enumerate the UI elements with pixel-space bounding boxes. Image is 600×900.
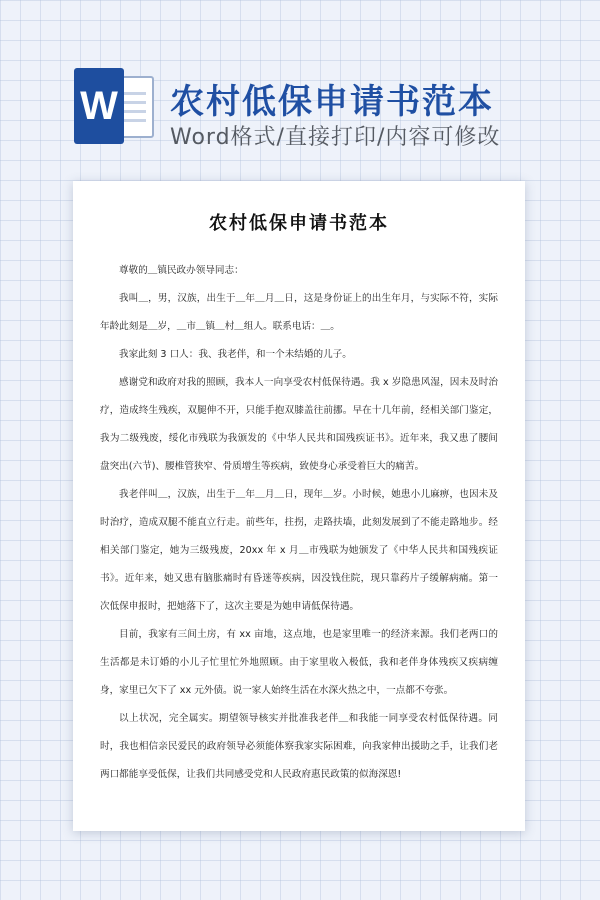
paragraph-5: 目前，我家有三间土房，有 xx 亩地，这点地，也是家里唯一的经济来源。我们老两口的生活都是未订婚的小儿子忙里忙外地照顾。由于家里收入极低，我和老伴身体残疾又疾病缠身，家里已欠下了 xx 元外债。说一家人始终生活在水深火热之中，一点都不夸张。 <box>100 629 498 696</box>
document-title: 农村低保申请书范本 <box>209 213 389 234</box>
word-logo-badge: W <box>74 68 124 144</box>
paragraph-6: 以上状况，完全属实。期望领导核实并批准我老伴＿和我能一同享受农村低保待遇。同时，我也相信亲民爱民的政府领导必须能体察我家实际困难，向我家伸出援助之手，让我们老两口都能享受低保，让我们共同感受党和人民政府惠民政策的似海深恩! <box>100 713 498 780</box>
paragraph-4: 我老伴叫＿，汉族，出生于＿年＿月＿日，现年＿岁。小时候，她患小儿麻痹，也因未及时治疗，造成双腿不能直立行走。前些年，拄拐，走路扶墙，此刻发展到了不能走路地步。经相关部门鉴定，她为三级残废，20xx 年 x 月＿市残联为她颁发了《中华人民共和国残疾证书》。近年来，她又患有脑胀痛时有昏迷等疾病，因没钱住院，现只靠药片子缓解病痛。第一次低保申报时，把她落下了，这次主要是为她申请低保待遇。 <box>100 489 498 612</box>
paragraph-3: 感谢党和政府对我的照顾，我本人一向享受农村低保待遇。我 x 岁隐患风湿，因未及时治疗，造成终生残疾，双腿伸不开，只能手抱双膝盖往前挪。早在十几年前，经相关部门鉴定，我为二级残废，绥化市残联为我颁发的《中华人民共和国残疾证书》。近年来，我又患了腰间盘突出(六节)、腰椎管狭窄、骨质增生等疾病，致使身心承受着巨大的痛苦。 <box>100 377 498 472</box>
paragraph-1: 我叫＿，男，汉族，出生于＿年＿月＿日，这是身份证上的出生年月，与实际不符，实际年龄此刻是＿岁，＿市＿镇＿村＿组人。联系电话：＿。 <box>100 293 498 332</box>
banner-header <box>0 0 600 170</box>
salutation: 尊敬的＿镇民政办领导同志： <box>119 265 244 276</box>
document-page <box>73 181 525 831</box>
word-icon <box>74 68 158 144</box>
banner-title: 农村低保申请书范本 <box>170 82 494 122</box>
banner-subtitle: Word格式/直接打印/内容可修改 <box>170 125 501 150</box>
paragraph-2: 我家此刻 3 口人：我、我老伴，和一个未结婚的儿子。 <box>119 349 352 360</box>
